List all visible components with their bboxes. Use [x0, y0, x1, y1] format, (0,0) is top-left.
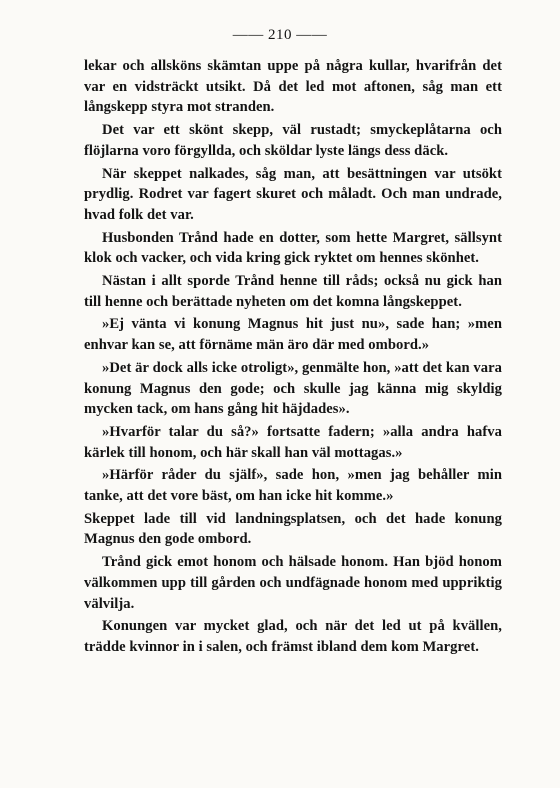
paragraph: Husbonden Trånd hade en dotter, som hette Margret, sällsynt klok och vacker, och vida kring gick ryktet om hennes skönhet. — [84, 229, 502, 267]
paragraph: »Hvarför talar du så?» fortsatte fadern; »alla andra hafva kärlek till honom, och här skall han väl mottagas.» — [84, 423, 502, 461]
paragraph: Det var ett skönt skepp, väl rustadt; smyckeplåtarna och flöjlarna voro förgyllda, och sköldar lyste längs dess däck. — [84, 122, 502, 159]
page-number: —— 210 —— — [232, 27, 328, 43]
paragraph: Skeppet lade till vid landningsplatsen, och det hade konung Magnus den gode ombord. — [84, 510, 502, 548]
paragraph: »Härför råder du själf», sade hon, »men jag behåller min tanke, att det vore bäst, om han icke hit komme.» — [84, 467, 502, 505]
paragraph: När skeppet nalkades, såg man, att besättningen var utsökt prydlig. Rodret var fagert skuret och måladt. Och man undrade, hvad folk det var. — [84, 165, 502, 223]
paragraph: »Det är dock alls icke otroligt», genmälte hon, »att det kan vara konung Magnus den gode; och skulle jag känna mig skyldig mycken tack, om hans gång hit häjdades». — [84, 359, 502, 418]
body-text — [84, 56, 502, 658]
paragraph: »Ej vänta vi konung Magnus hit just nu», sade han; »men enhvar kan se, att förnäme män äro där med ombord.» — [84, 316, 502, 354]
paragraph: Nästan i allt sporde Trånd henne till råds; också nu gick han till henne och berättade nyheten om det komna långskeppet. — [84, 273, 502, 310]
paragraph: Trånd gick emot honom och hälsade honom. Han bjöd honom välkommen upp till gården och undfägnade honom med uppriktig välvilja. — [84, 554, 502, 612]
paragraph: Konungen var mycket glad, och när det led ut på kvällen, trädde kvinnor in i salen, och främst ibland dem kom Margret. — [84, 618, 502, 655]
paragraph: lekar och allsköns skämtan uppe på några kullar, hvarifrån det var en vidsträckt utsikt. Då det led mot aftonen, såg man ett långskepp styra mot stranden. — [84, 58, 502, 116]
